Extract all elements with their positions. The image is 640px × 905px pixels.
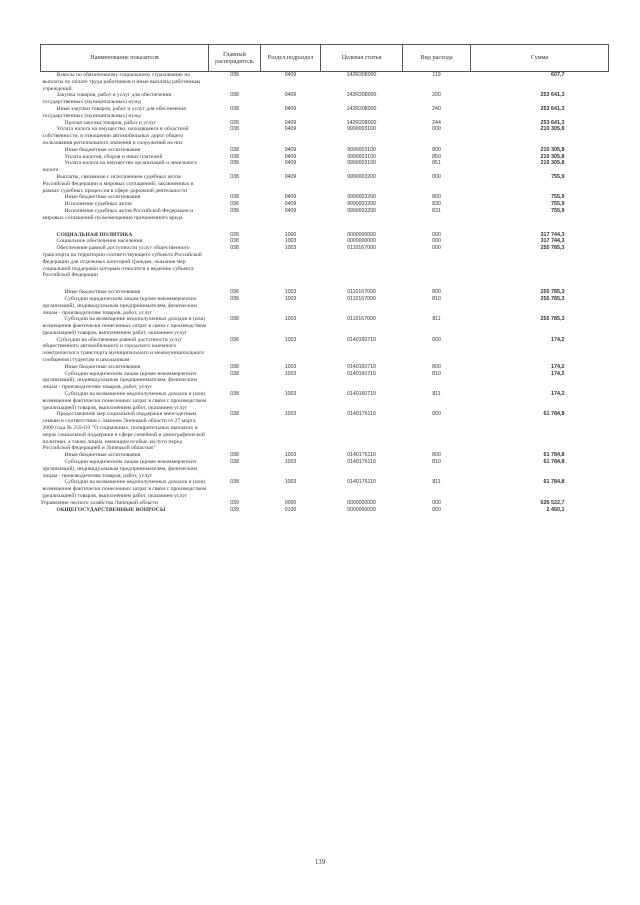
table-row: [41, 106, 609, 120]
table-row: [41, 364, 609, 371]
cell-expense: 000: [432, 506, 441, 513]
cell-expense: 000: [432, 499, 441, 506]
cell-name: Субсидии юридическим лицам (кроме некоммерческих организаций), индивидуальным предпринимателям, физическим лицам - производителям товаров, работ, услуг: [42, 370, 198, 391]
cell-expense: 800: [432, 363, 441, 370]
cell-section: 1003: [284, 336, 297, 343]
cell-section: 0409: [284, 194, 297, 201]
table-row: [41, 279, 609, 289]
cell-sum: 255 785,3: [540, 289, 565, 296]
cell-target: 9990003200: [347, 207, 376, 214]
cell-section: 1003: [284, 238, 297, 245]
cell-sum: 255 785,3: [540, 295, 565, 302]
header-name: Наименование показателя: [41, 45, 209, 72]
cell-section: 1003: [284, 391, 297, 398]
table-row: [41, 479, 609, 499]
cell-name: СОЦИАЛЬНАЯ ПОЛИТИКА: [56, 231, 133, 238]
table-row: [41, 391, 609, 411]
cell-target: 0140176110: [347, 479, 376, 486]
cell-expense: 000: [432, 173, 441, 180]
cell-section: 1003: [284, 459, 297, 466]
cell-expense: 851: [432, 160, 441, 167]
cell-section: 1003: [284, 479, 297, 486]
cell-section: 1003: [284, 295, 297, 302]
table-row: [41, 160, 609, 174]
cell-expense: 800: [432, 452, 441, 459]
cell-expense: 800: [432, 194, 441, 201]
cell-admin: 038: [230, 289, 239, 296]
cell-expense: 810: [432, 370, 441, 377]
cell-admin: 038: [230, 391, 239, 398]
table-row: [41, 337, 609, 364]
cell-name: Исполнение судебных актов: [64, 201, 132, 208]
cell-target: 9990003200: [347, 194, 376, 201]
table-row: [41, 147, 609, 154]
cell-expense: 831: [432, 207, 441, 214]
table-row: [41, 500, 609, 507]
cell-name: Иные бюджетные ассигнования: [64, 289, 141, 296]
cell-target: 0110167000: [347, 289, 376, 296]
cell-sum: 210 305,8: [540, 126, 565, 133]
cell-expense: 119: [432, 72, 441, 78]
cell-sum: 210 305,8: [540, 153, 565, 160]
cell-name: Иные бюджетные ассигнования: [64, 146, 141, 153]
cell-expense: 811: [432, 391, 441, 398]
cell-sum: 61 784,8: [543, 459, 565, 466]
cell-expense: 000: [432, 238, 441, 245]
cell-section: 0409: [284, 119, 297, 126]
cell-admin: 038: [230, 92, 239, 99]
cell-name: Иные бюджетные ассигнования: [64, 363, 141, 370]
cell-section: 1003: [284, 363, 297, 370]
cell-section: 1003: [284, 411, 297, 418]
cell-sum: 210 305,8: [540, 160, 565, 167]
cell-admin: 038: [230, 173, 239, 180]
cell-section: 0409: [284, 126, 297, 133]
cell-name: Уплата налога на имущество организаций и земельного налога: [42, 160, 198, 174]
cell-name: Обеспечение равной доступности услуг общественного транспорта на территории соответствующего субъекта Российской Федерации для отдельных категорий граждан, оказание мер социальной поддержки которым относится к ведению субъекта Российской Федерации: [42, 245, 202, 279]
cell-expense: 000: [432, 411, 441, 418]
cell-expense: 810: [432, 459, 441, 466]
cell-section: 0409: [284, 72, 297, 78]
cell-expense: 811: [432, 479, 441, 486]
table-row: [41, 72, 609, 93]
cell-target: 0000000000: [347, 231, 376, 238]
cell-sum: 253 641,3: [540, 92, 565, 99]
table-row: [41, 507, 609, 514]
cell-target: 0140176110: [347, 459, 376, 466]
cell-section: 0409: [284, 173, 297, 180]
cell-admin: 038: [230, 146, 239, 153]
cell-section: 1003: [284, 245, 297, 252]
cell-sum: 755,9: [551, 173, 565, 180]
header-target: Целевая статья: [321, 45, 403, 72]
cell-admin: 038: [230, 479, 239, 486]
cell-name: Субсидии на возмещение недополученных доходов и (или) возмещение фактически понесенных затрат в связи с производством (реализацией) товаров, выполнением работ, оказанием услуг: [42, 316, 207, 336]
cell-admin: 038: [230, 238, 239, 245]
cell-expense: 800: [432, 289, 441, 296]
cell-name: Субсидии юридическим лицам (кроме некоммерческих организаций), индивидуальным предпринимателям, физическим лицам - производителям товаров, работ, услуг: [42, 295, 198, 316]
cell-expense: 000: [432, 231, 441, 238]
cell-section: 0409: [284, 160, 297, 167]
page-number: 139: [314, 858, 326, 866]
cell-name: Субсидии на обеспечение равной доступности услуг общественного автомобильного и городского наземного электрического транспорта муниципального и межмуниципального сообщения студентам и школьникам: [42, 336, 205, 364]
cell-name: Иные бюджетные ассигнования: [64, 194, 141, 201]
table-row: [41, 371, 609, 391]
cell-section: 0409: [284, 207, 297, 214]
cell-sum: 755,9: [551, 194, 565, 201]
cell-sum: 255 785,3: [540, 316, 565, 323]
cell-name: Социальное обеспечение населения: [56, 238, 143, 245]
cell-expense: 811: [432, 316, 441, 323]
cell-expense: 244: [432, 119, 441, 126]
cell-sum: 2 450,1: [546, 506, 565, 513]
header-sum: Сумма: [471, 45, 609, 72]
cell-admin: 038: [230, 72, 239, 78]
header-expense: Вид расхода: [403, 45, 471, 72]
row-spacer: [41, 222, 609, 232]
table-row: [41, 459, 609, 479]
cell-name: Субсидии на возмещение недополученных доходов и (или) возмещение фактически понесенных затрат в связи с производством (реализацией) товаров, выполнением работ, оказанием услуг: [42, 479, 207, 500]
table-row: [41, 245, 609, 279]
cell-admin: 038: [230, 201, 239, 208]
cell-section: 1003: [284, 289, 297, 296]
cell-target: 142R208000: [346, 105, 377, 112]
cell-target: 0000000000: [347, 238, 376, 245]
cell-sum: 61 784,8: [543, 411, 565, 418]
cell-section: 0409: [284, 92, 297, 99]
cell-sum: 755,9: [551, 201, 565, 208]
table-header: [41, 45, 609, 72]
cell-admin: 039: [230, 506, 239, 513]
cell-section: 0000: [284, 499, 297, 506]
cell-sum: 626 522,7: [540, 499, 565, 506]
cell-admin: 038: [230, 207, 239, 214]
cell-name: Управление лесного хозяйства Липецкой области: [40, 499, 159, 506]
cell-admin: 038: [230, 459, 239, 466]
cell-target: 142R208000: [346, 72, 377, 78]
cell-target: 0140160710: [347, 363, 376, 370]
cell-expense: 000: [432, 245, 441, 252]
cell-target: 0140160710: [347, 336, 376, 343]
row-spacer: [41, 279, 609, 289]
cell-name: Иные закупки товаров, работ и услуг для обеспечения государственных (муниципальных) нужд: [42, 105, 186, 119]
cell-section: 0409: [284, 146, 297, 153]
cell-sum: 255 785,3: [540, 245, 565, 252]
cell-sum: 755,9: [551, 207, 565, 214]
cell-admin: 039: [230, 499, 239, 506]
table-row: [41, 289, 609, 296]
cell-admin: 038: [230, 452, 239, 459]
cell-section: 0100: [284, 506, 297, 513]
cell-expense: 000: [432, 126, 441, 133]
cell-target: 0000000000: [347, 499, 376, 506]
cell-name: Уплата налогов, сборов и иных платежей: [64, 153, 163, 160]
cell-admin: 038: [230, 363, 239, 370]
cell-target: 0110167000: [347, 245, 376, 252]
cell-name: Уплата налога на имущество, находящееся в областной собственности, в отношении автомобильных дорог общего пользования регионального значения и сооружений на них: [42, 126, 189, 146]
cell-target: 9990003200: [347, 173, 376, 180]
table-row: [41, 92, 609, 106]
cell-section: 0409: [284, 153, 297, 160]
cell-admin: 038: [230, 194, 239, 201]
cell-name: Субсидии юридическим лицам (кроме некоммерческих организаций), индивидуальным предпринимателям, физическим лицам - производителям товаров, работ, услуг: [42, 459, 198, 479]
cell-admin: 038: [230, 105, 239, 112]
cell-expense: 800: [432, 146, 441, 153]
table-row: [41, 296, 609, 316]
cell-expense: 200: [432, 92, 441, 99]
cell-target: 0140160710: [347, 391, 376, 398]
cell-sum: 253 641,3: [540, 119, 565, 126]
cell-section: 1003: [284, 370, 297, 377]
header-admin: Главный распорядитель: [209, 45, 261, 72]
cell-expense: 830: [432, 201, 441, 208]
table-body: [41, 72, 609, 514]
cell-section: 1003: [284, 316, 297, 323]
cell-target: 0140176110: [347, 411, 376, 418]
cell-target: 142R208000: [346, 119, 377, 126]
table-row: [41, 201, 609, 208]
cell-target: 9990003100: [347, 146, 376, 153]
cell-sum: 174,2: [551, 370, 565, 377]
cell-name: Иные бюджетные ассигнования: [64, 452, 141, 459]
cell-expense: 240: [432, 105, 441, 112]
cell-target: 9990003100: [347, 126, 376, 133]
table-row: [41, 316, 609, 336]
cell-target: 9990003100: [347, 160, 376, 167]
header-section: Раздел,подраздел: [261, 45, 321, 72]
table-row: [41, 222, 609, 232]
cell-target: 0000000000: [347, 506, 376, 513]
cell-sum: 253 641,3: [540, 105, 565, 112]
cell-name: ОБЩЕГОСУДАРСТВЕННЫЕ ВОПРОСЫ: [56, 506, 166, 513]
cell-admin: 038: [230, 231, 239, 238]
cell-sum: 174,2: [551, 336, 565, 343]
cell-sum: 174,2: [551, 363, 565, 370]
cell-name: Закупка товаров, работ и услуг для обеспечения государственных (муниципальных) нужд: [42, 92, 172, 106]
cell-name: Взносы по обязательному социальному страхованию на выплаты по оплате труда работников и иные выплаты работникам учреждений: [42, 72, 201, 92]
cell-target: 142R208000: [346, 92, 377, 99]
cell-sum: 61 784,8: [543, 452, 565, 459]
cell-admin: 038: [230, 316, 239, 323]
cell-target: 0140176110: [347, 452, 376, 459]
cell-admin: 038: [230, 411, 239, 418]
cell-sum: 61 784,8: [543, 479, 565, 486]
cell-admin: 038: [230, 295, 239, 302]
cell-sum: 317 744,3: [540, 238, 565, 245]
cell-name: Исполнение судебных актов Российской Федерации и мировых соглашений по возмещению причиненного вреда: [42, 207, 193, 221]
table-row: [41, 208, 609, 222]
cell-section: 1000: [284, 231, 297, 238]
cell-name: Прочая закупка товаров, работ и услуг: [64, 119, 157, 126]
cell-admin: 038: [230, 245, 239, 252]
cell-section: 0409: [284, 105, 297, 112]
cell-sum: 317 744,3: [540, 231, 565, 238]
cell-target: 0140160710: [347, 370, 376, 377]
table-row: [41, 452, 609, 459]
cell-expense: 000: [432, 336, 441, 343]
cell-expense: 810: [432, 295, 441, 302]
cell-sum: 174,2: [551, 391, 565, 398]
cell-admin: 038: [230, 153, 239, 160]
cell-section: 1003: [284, 452, 297, 459]
cell-target: 0110167000: [347, 316, 376, 323]
cell-sum: 210 305,8: [540, 146, 565, 153]
cell-name: Субсидии на возмещение недополученных доходов и (или) возмещение фактически понесенных затрат в связи с производством (реализацией) товаров, выполнением работ, оказанием услуг: [42, 391, 207, 411]
cell-admin: 038: [230, 370, 239, 377]
table-row: [41, 174, 609, 194]
budget-table-sheet: [40, 44, 608, 513]
cell-name: Выплаты, связанные с исполнением судебных актов Российской Федерации и мировых соглашений, заключенных в рамках судебных процессов в сфере дорожной деятельности: [42, 173, 194, 194]
cell-target: 9990003200: [347, 201, 376, 208]
cell-section: 0409: [284, 201, 297, 208]
cell-target: 0110167000: [347, 295, 376, 302]
cell-sum: 607,7: [551, 72, 565, 78]
table-row: [41, 126, 609, 146]
cell-target: 9990003100: [347, 153, 376, 160]
cell-admin: 038: [230, 126, 239, 133]
cell-name: Предоставление мер социальной поддержки многодетным семьям в соответствии с Законом Липецкой области от 27 марта 2009 года № 259-ОЗ "О социальных, поощрительных выплатах и мерах социальной поддержки в сфере семейной и демографической политики, а также лицам, имеющим особые заслуги перед Российской Федерацией и Липецкой областью": [42, 411, 205, 452]
cell-admin: 038: [230, 119, 239, 126]
cell-expense: 850: [432, 153, 441, 160]
cell-admin: 038: [230, 336, 239, 343]
cell-admin: 038: [230, 160, 239, 167]
budget-table: [40, 44, 609, 513]
table-row: [41, 411, 609, 452]
